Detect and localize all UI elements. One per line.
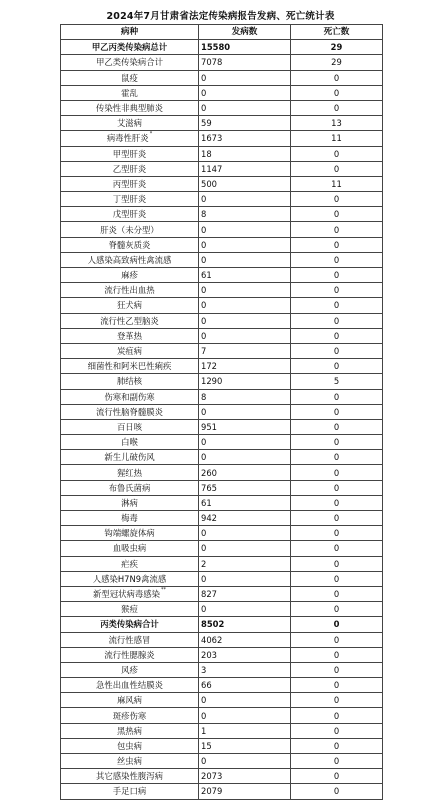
cases-cell: 203	[199, 647, 291, 662]
disease-name: 风疹	[121, 664, 138, 675]
deaths-cell: 0	[291, 602, 383, 617]
deaths-cell: 0	[291, 70, 383, 85]
disease-name: 其它感染性腹泻病	[96, 771, 163, 782]
disease-name: 人感染H7N9禽流感	[92, 573, 167, 584]
deaths-cell: 0	[291, 237, 383, 252]
cases-cell: 0	[199, 298, 291, 313]
disease-name-cell	[61, 586, 199, 601]
table-row	[61, 693, 383, 708]
disease-name-cell	[61, 465, 199, 480]
disease-name-cell	[61, 100, 199, 115]
disease-name: 淋病	[121, 497, 138, 508]
disease-name: 丙型肝炎	[112, 178, 147, 189]
table-row	[61, 754, 383, 769]
deaths-cell: 0	[291, 511, 383, 526]
deaths-cell: 0	[291, 738, 383, 753]
table-row	[61, 343, 383, 358]
disease-name-cell	[61, 708, 199, 723]
cases-cell: 1290	[199, 374, 291, 389]
deaths-cell: 0	[291, 495, 383, 510]
deaths-cell: 0	[291, 222, 383, 237]
table-row	[61, 268, 383, 283]
disease-name-cell	[61, 283, 199, 298]
disease-name: 急性出血性结膜炎	[96, 680, 163, 691]
disease-name-cell	[61, 693, 199, 708]
disease-name-cell	[61, 450, 199, 465]
disease-name-cell	[61, 55, 199, 70]
cases-cell: 0	[199, 526, 291, 541]
disease-name: 百日咳	[116, 421, 143, 432]
table-row	[61, 723, 383, 738]
cases-cell: 260	[199, 465, 291, 480]
cases-cell: 0	[199, 450, 291, 465]
table-row	[61, 480, 383, 495]
disease-name: 甲型肝炎	[112, 148, 147, 159]
deaths-cell: 0	[291, 693, 383, 708]
deaths-cell: 0	[291, 647, 383, 662]
cases-cell: 1147	[199, 161, 291, 176]
cases-cell: 0	[199, 222, 291, 237]
cases-cell: 8	[199, 389, 291, 404]
deaths-cell: 0	[291, 708, 383, 723]
header-disease: 病种	[61, 25, 199, 40]
cases-cell: 7078	[199, 55, 291, 70]
deaths-cell: 29	[291, 40, 383, 55]
disease-name: 鼠疫	[121, 72, 138, 83]
disease-name-cell	[61, 541, 199, 556]
disease-name: 新生儿破伤风	[104, 452, 155, 463]
disease-name: 人感染高致病性禽流感	[87, 254, 172, 265]
table-row	[61, 769, 383, 784]
disease-name-cell	[61, 161, 199, 176]
disease-name-cell	[61, 116, 199, 131]
disease-name-cell	[61, 298, 199, 313]
disease-name: 流行性腮腺炎	[104, 649, 155, 660]
disease-name-cell	[61, 192, 199, 207]
deaths-cell: 0	[291, 419, 383, 434]
cases-cell: 0	[199, 404, 291, 419]
cases-cell: 7	[199, 343, 291, 358]
table-row	[61, 176, 383, 191]
disease-name: 伤寒和副伤寒	[104, 391, 155, 402]
disease-name: 布鲁氏菌病	[108, 482, 151, 493]
deaths-cell: 0	[291, 298, 383, 313]
disease-name-cell	[61, 343, 199, 358]
disease-name: 黑热病	[116, 725, 143, 736]
table-row	[61, 465, 383, 480]
table-row	[61, 435, 383, 450]
table-row	[61, 70, 383, 85]
table-row	[61, 602, 383, 617]
disease-name: 甲乙丙类传染病总计	[91, 42, 168, 53]
disease-name: 肝炎（未分型）	[100, 224, 159, 235]
cases-cell: 0	[199, 602, 291, 617]
disease-name: 登革热	[116, 330, 143, 341]
table-row	[61, 359, 383, 374]
deaths-cell: 0	[291, 754, 383, 769]
disease-name-cell	[61, 70, 199, 85]
table-row	[61, 389, 383, 404]
table-row	[61, 374, 383, 389]
table-row	[61, 708, 383, 723]
table-row	[61, 738, 383, 753]
disease-name: 霍乱	[121, 87, 138, 98]
cases-cell: 3	[199, 662, 291, 677]
table-row	[61, 252, 383, 267]
table-row	[61, 617, 383, 632]
deaths-cell: 0	[291, 343, 383, 358]
disease-name-cell	[61, 419, 199, 434]
disease-name-cell	[61, 617, 199, 632]
deaths-cell: 0	[291, 541, 383, 556]
cases-cell: 66	[199, 678, 291, 693]
disease-name-cell	[61, 207, 199, 222]
cases-cell: 0	[199, 571, 291, 586]
table-row	[61, 116, 383, 131]
disease-name: 丝虫病	[116, 756, 143, 767]
disease-name: 丙类传染病合计	[100, 619, 159, 630]
cases-cell: 0	[199, 252, 291, 267]
disease-name-cell	[61, 328, 199, 343]
cases-cell: 0	[199, 283, 291, 298]
disease-name-cell	[61, 602, 199, 617]
disease-name: 流行性脑脊髓膜炎	[96, 406, 163, 417]
cases-cell: 951	[199, 419, 291, 434]
cases-cell: 942	[199, 511, 291, 526]
footnote-mark: **	[161, 587, 166, 594]
deaths-cell: 0	[291, 678, 383, 693]
disease-name: 炭疽病	[116, 346, 143, 357]
table-row	[61, 526, 383, 541]
deaths-cell: 11	[291, 176, 383, 191]
header-cases: 发病数	[199, 25, 291, 40]
disease-name: 猩红热	[116, 467, 143, 478]
disease-name: 狂犬病	[116, 300, 143, 311]
table-row	[61, 647, 383, 662]
cases-cell: 500	[199, 176, 291, 191]
table-row	[61, 55, 383, 70]
cases-cell: 0	[199, 328, 291, 343]
cases-cell: 59	[199, 116, 291, 131]
disease-name-cell	[61, 435, 199, 450]
disease-name-cell	[61, 632, 199, 647]
deaths-cell: 0	[291, 480, 383, 495]
deaths-cell: 0	[291, 85, 383, 100]
disease-name-cell	[61, 662, 199, 677]
cases-cell: 15	[199, 738, 291, 753]
table-row	[61, 40, 383, 55]
disease-name-cell	[61, 131, 199, 146]
table-row	[61, 511, 383, 526]
disease-name-cell	[61, 313, 199, 328]
cases-cell: 61	[199, 268, 291, 283]
deaths-cell: 0	[291, 632, 383, 647]
cases-cell: 0	[199, 435, 291, 450]
deaths-cell: 0	[291, 100, 383, 115]
cases-cell: 2	[199, 556, 291, 571]
disease-name: 猴痘	[121, 604, 138, 615]
disease-name-cell	[61, 252, 199, 267]
deaths-cell: 0	[291, 192, 383, 207]
table-row	[61, 419, 383, 434]
disease-name: 甲乙类传染病合计	[96, 57, 163, 68]
disease-name: 传染性非典型肺炎	[96, 103, 163, 114]
deaths-cell: 0	[291, 526, 383, 541]
table-row	[61, 784, 383, 799]
disease-name-cell	[61, 359, 199, 374]
cases-cell: 765	[199, 480, 291, 495]
disease-name: 手足口病	[112, 786, 147, 797]
deaths-cell: 29	[291, 55, 383, 70]
table-row	[61, 146, 383, 161]
disease-name: 乙型肝炎	[112, 163, 147, 174]
table-row	[61, 328, 383, 343]
disease-name: 包虫病	[116, 740, 143, 751]
deaths-cell: 0	[291, 465, 383, 480]
deaths-cell: 0	[291, 723, 383, 738]
disease-name: 艾滋病	[116, 118, 143, 129]
deaths-cell: 0	[291, 146, 383, 161]
deaths-cell: 0	[291, 450, 383, 465]
table-row	[61, 495, 383, 510]
disease-name: 细菌性和阿米巴性痢疾	[87, 361, 172, 372]
disease-name: 血吸虫病	[112, 543, 147, 554]
deaths-cell: 0	[291, 404, 383, 419]
deaths-cell: 0	[291, 662, 383, 677]
table-body	[61, 40, 383, 799]
deaths-cell: 0	[291, 617, 383, 632]
disease-name-cell	[61, 754, 199, 769]
disease-name-cell	[61, 556, 199, 571]
table-row	[61, 131, 383, 146]
statistics-table	[60, 24, 383, 800]
disease-name-cell	[61, 738, 199, 753]
disease-name-cell	[61, 495, 199, 510]
deaths-cell: 0	[291, 556, 383, 571]
disease-name-cell	[61, 647, 199, 662]
disease-name: 新型冠状病毒感染	[93, 589, 160, 600]
table-row	[61, 662, 383, 677]
cases-cell: 1	[199, 723, 291, 738]
cases-cell: 61	[199, 495, 291, 510]
deaths-cell: 0	[291, 435, 383, 450]
report-title: 2024年7月甘肃省法定传染病报告发病、死亡统计表	[106, 11, 335, 22]
cases-cell: 8	[199, 207, 291, 222]
table-row	[61, 404, 383, 419]
disease-name-cell	[61, 769, 199, 784]
deaths-cell: 0	[291, 283, 383, 298]
deaths-cell: 0	[291, 784, 383, 799]
cases-cell: 1673	[199, 131, 291, 146]
disease-name: 脊髓灰质炎	[108, 239, 151, 250]
disease-name-cell	[61, 268, 199, 283]
disease-name-cell	[61, 480, 199, 495]
disease-name-cell	[61, 571, 199, 586]
table-row	[61, 450, 383, 465]
deaths-cell: 0	[291, 207, 383, 222]
table-row	[61, 192, 383, 207]
cases-cell: 18	[199, 146, 291, 161]
cases-cell: 172	[199, 359, 291, 374]
disease-name-cell	[61, 526, 199, 541]
table-row	[61, 313, 383, 328]
deaths-cell: 0	[291, 769, 383, 784]
deaths-cell: 0	[291, 268, 383, 283]
table-row	[61, 237, 383, 252]
deaths-cell: 0	[291, 586, 383, 601]
table-row	[61, 556, 383, 571]
disease-name-cell	[61, 40, 199, 55]
table-row	[61, 100, 383, 115]
disease-name-cell	[61, 237, 199, 252]
disease-name: 流行性感冒	[108, 634, 151, 645]
table-row	[61, 571, 383, 586]
disease-name: 病毒性肝炎	[106, 133, 149, 144]
table-row	[61, 586, 383, 601]
deaths-cell: 0	[291, 313, 383, 328]
cases-cell: 0	[199, 192, 291, 207]
disease-name-cell	[61, 678, 199, 693]
table-row	[61, 298, 383, 313]
disease-name: 戊型肝炎	[112, 209, 147, 220]
deaths-cell: 0	[291, 359, 383, 374]
table-row	[61, 541, 383, 556]
deaths-cell: 0	[291, 571, 383, 586]
disease-name-cell	[61, 723, 199, 738]
disease-name: 钩端螺旋体病	[104, 528, 155, 539]
cases-cell: 0	[199, 100, 291, 115]
disease-name: 丁型肝炎	[112, 194, 147, 205]
disease-name: 流行性乙型脑炎	[100, 315, 159, 326]
table-row	[61, 283, 383, 298]
cases-cell: 15580	[199, 40, 291, 55]
cases-cell: 2073	[199, 769, 291, 784]
header-deaths: 死亡数	[291, 25, 383, 40]
disease-name: 麻疹	[121, 270, 138, 281]
cases-cell: 0	[199, 693, 291, 708]
cases-cell: 0	[199, 85, 291, 100]
cases-cell: 0	[199, 708, 291, 723]
disease-name: 梅毒	[121, 513, 138, 524]
disease-name-cell	[61, 222, 199, 237]
deaths-cell: 11	[291, 131, 383, 146]
disease-name-cell	[61, 404, 199, 419]
deaths-cell: 0	[291, 252, 383, 267]
disease-name-cell	[61, 784, 199, 799]
disease-name-cell	[61, 389, 199, 404]
deaths-cell: 13	[291, 116, 383, 131]
table-header-row	[61, 25, 383, 40]
cases-cell: 2079	[199, 784, 291, 799]
disease-name-cell	[61, 146, 199, 161]
deaths-cell: 5	[291, 374, 383, 389]
table-row	[61, 85, 383, 100]
footnote-mark: *	[149, 131, 153, 138]
deaths-cell: 0	[291, 161, 383, 176]
disease-name-cell	[61, 374, 199, 389]
disease-name: 白喉	[121, 437, 138, 448]
table-row	[61, 207, 383, 222]
cases-cell: 0	[199, 237, 291, 252]
cases-cell: 4062	[199, 632, 291, 647]
disease-name: 肺结核	[116, 376, 143, 387]
cases-cell: 827	[199, 586, 291, 601]
deaths-cell: 0	[291, 389, 383, 404]
cases-cell: 0	[199, 754, 291, 769]
deaths-cell: 0	[291, 328, 383, 343]
table-row	[61, 222, 383, 237]
cases-cell: 0	[199, 313, 291, 328]
cases-cell: 0	[199, 541, 291, 556]
disease-name-cell	[61, 511, 199, 526]
disease-name-cell	[61, 85, 199, 100]
disease-name: 斑疹伤寒	[112, 710, 147, 721]
table-row	[61, 161, 383, 176]
disease-name: 流行性出血热	[104, 285, 155, 296]
cases-cell: 8502	[199, 617, 291, 632]
disease-name: 疟疾	[121, 558, 138, 569]
disease-name-cell	[61, 176, 199, 191]
cases-cell: 0	[199, 70, 291, 85]
table-row	[61, 678, 383, 693]
disease-name: 麻风病	[116, 695, 143, 706]
table-row	[61, 632, 383, 647]
